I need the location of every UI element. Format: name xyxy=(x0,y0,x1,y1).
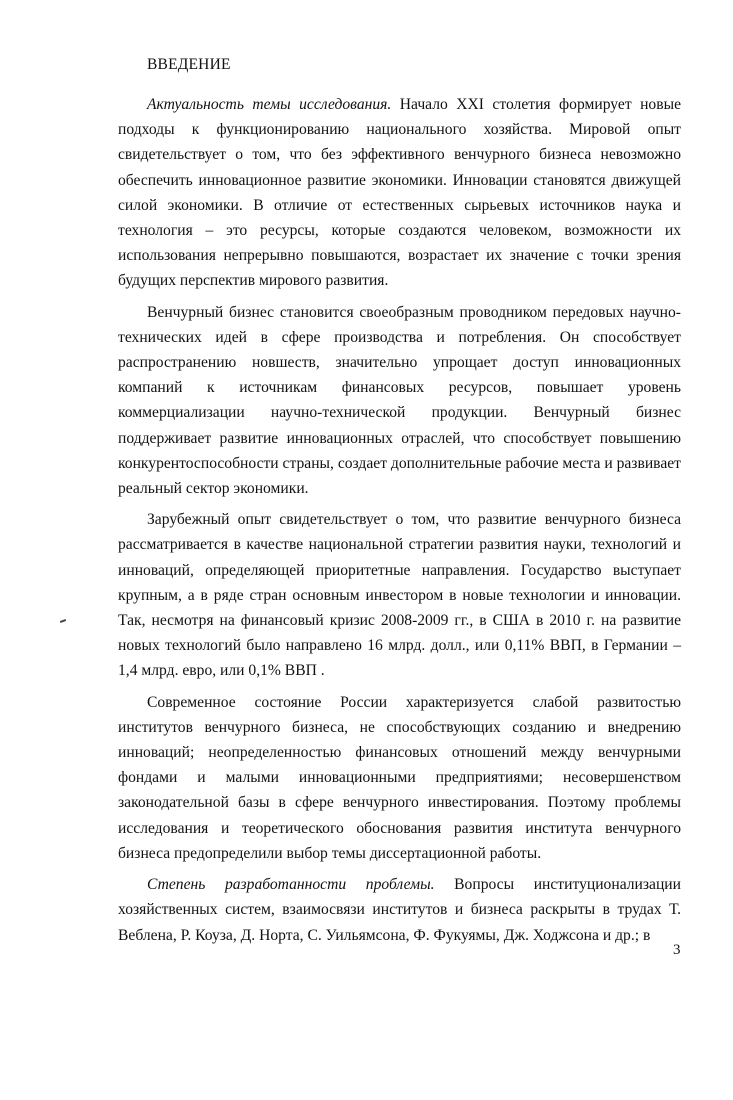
scan-speck xyxy=(60,619,66,623)
body-text xyxy=(118,92,681,954)
paragraph-text: Зарубежный опыт свидетельствует о том, что развитие венчурного бизнеса рассматривается в качестве национальной стратегии развития науки, технологий и инноваций, определяющей приоритетные направления. Государство выступает крупным, а в ряде стран основным инвестором в новые технологии и инновации. Так, несмотря на финансовый кризис 2008-2009 гг., в США в 2010 г. на развитие новых технологий было направлено 16 млрд. долл., или 0,11% ВВП, в Германии – 1,4 млрд. евро, или 0,1% ВВП . xyxy=(118,511,681,680)
paragraph-relevance xyxy=(118,92,681,294)
paragraph-text: Венчурный бизнес становится своеобразным проводником передовых научно-технических идей в сфере производства и потребления. Он способствует распространению новшеств, значительно упрощает доступ инновационных компаний к источникам финансовых ресурсов, повышает уровень коммерциализации научно-технической продукции. Венчурный бизнес поддерживает развитие инновационных отраслей, что способствует повышению конкурентоспособности страны, создает дополнительные рабочие места и развивает реальный сектор экономики. xyxy=(118,303,681,498)
paragraph-degree-of-development xyxy=(118,872,681,948)
paragraph-russia-state xyxy=(118,690,681,866)
paragraph-foreign-experience xyxy=(118,507,681,683)
page-number: 3 xyxy=(673,942,681,958)
section-heading: ВВЕДЕНИЕ xyxy=(147,56,231,73)
paragraph-text: Современное состояние России характеризуется слабой развитостью институтов венчурного бизнеса, не способствующих созданию и внедрению инноваций; неопределенностью финансовых отношений между венчурными фондами и малыми инновационными предприятиями; несовершенством законодательной базы в сфере венчурного инвестирования. Поэтому проблемы исследования и теоретического обоснования развития института венчурного бизнеса предопределили выбор темы диссертационной работы. xyxy=(118,693,681,862)
paragraph-venture-role xyxy=(118,300,681,502)
paragraph-lead: Степень разработанности проблемы. xyxy=(147,876,435,894)
paragraph-lead: Актуальность темы исследования. xyxy=(147,96,392,113)
paragraph-text: Вопросы институционализации хозяйственных систем, взаимосвязи институтов и бизнеса раскрыты в трудах Т. Веблена, Р. Коуза, Д. Норта, С. Уильямсона, Ф. Фукуямы, Дж. Ходжсона и др.; в xyxy=(118,876,681,944)
paragraph-text: Начало XXI столетия формирует новые подходы к функционированию национального хозяйства. Мировой опыт свидетельствует о том, что без эффективного венчурного бизнеса невозможно обеспечить инновационное развитие экономики. Инновации становятся движущей силой экономики. В отличие от естественных сырьевых источников наука и технология – это ресурсы, которые создаются человеком, возможности их использования непрерывно повышаются, возрастает их значение с точки зрения будущих перспектив мирового развития. xyxy=(118,96,681,290)
